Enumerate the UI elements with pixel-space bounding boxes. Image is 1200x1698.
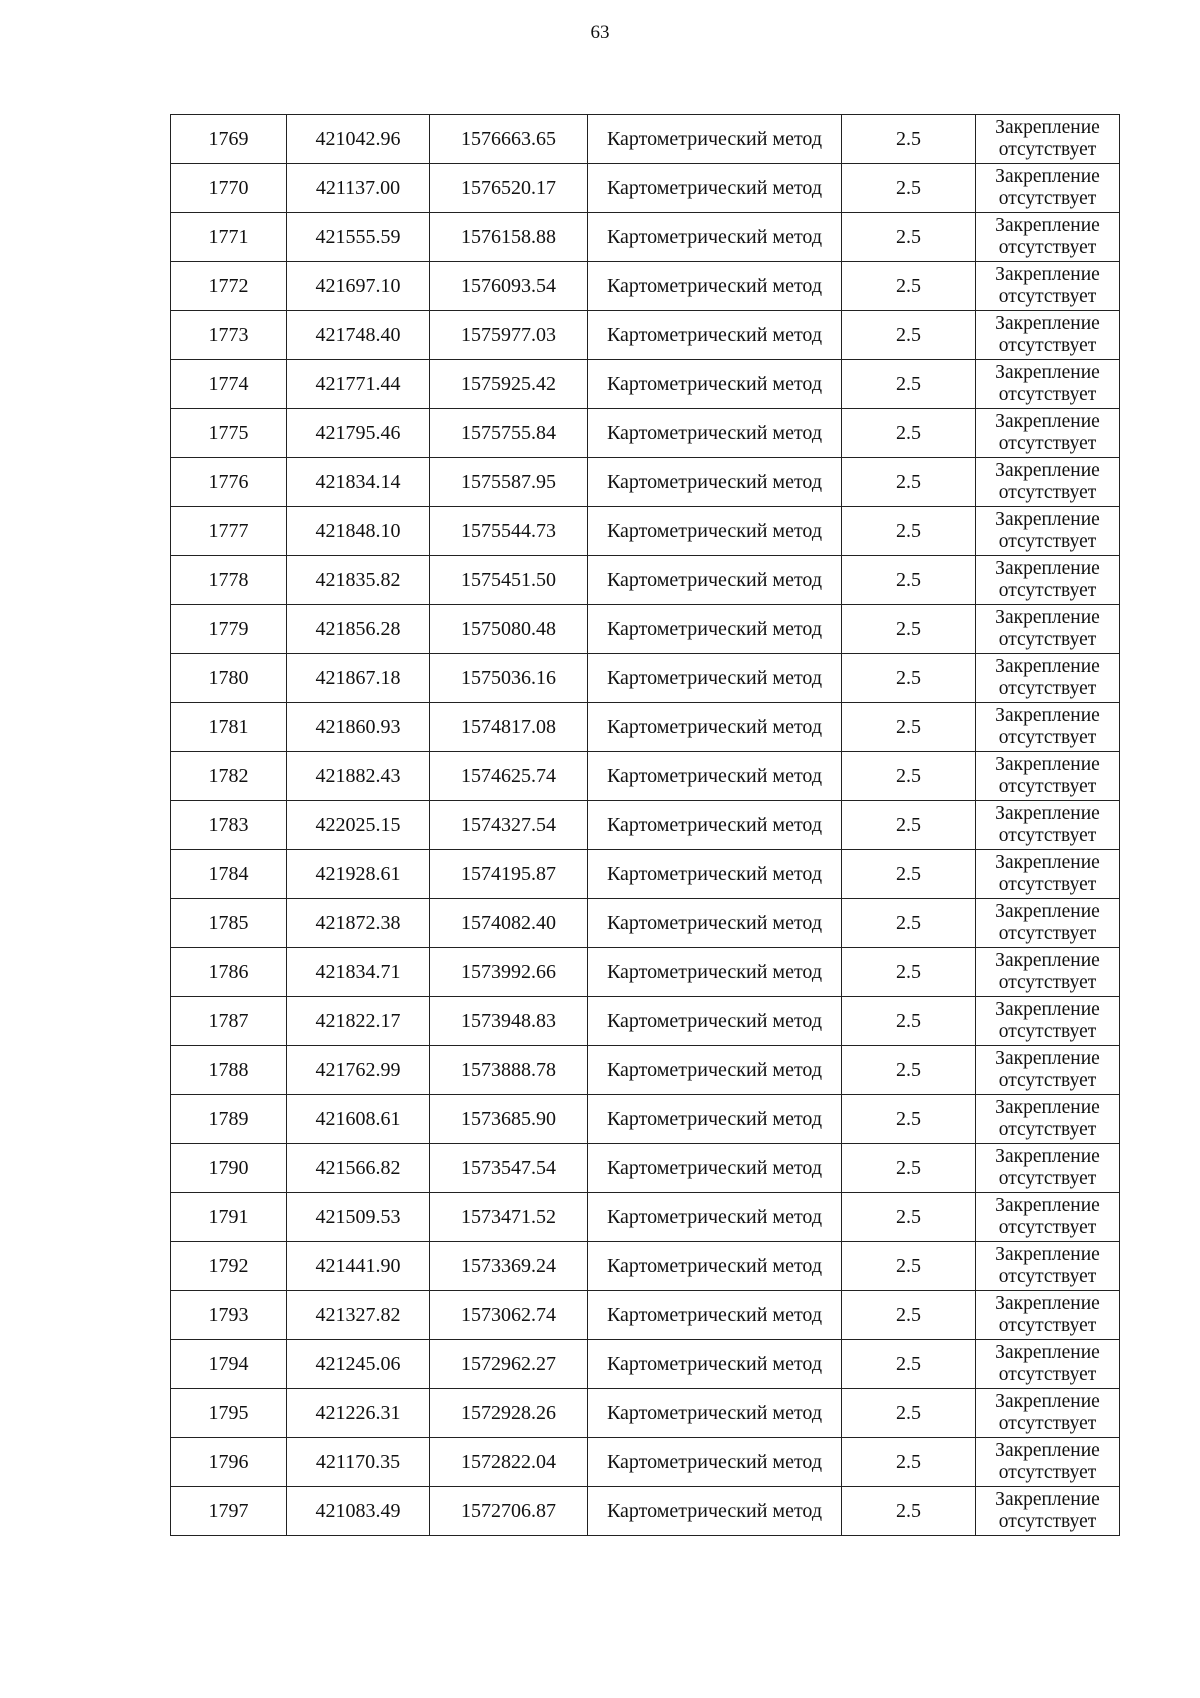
point-number-cell: 1771 [171, 213, 287, 262]
method-cell: Картометрический метод [588, 1095, 842, 1144]
fixing-description-cell: Закрепление отсутствует [976, 458, 1120, 507]
point-number-cell: 1795 [171, 1389, 287, 1438]
table-row [171, 605, 1120, 654]
point-number-cell: 1791 [171, 1193, 287, 1242]
point-number-cell: 1785 [171, 899, 287, 948]
y-coordinate-cell: 1575451.50 [430, 556, 588, 605]
y-coordinate-cell: 1574195.87 [430, 850, 588, 899]
x-coordinate-cell: 421042.96 [287, 115, 430, 164]
fixing-description-cell: Закрепление отсутствует [976, 899, 1120, 948]
table-row [171, 409, 1120, 458]
table-row [171, 1340, 1120, 1389]
x-coordinate-cell: 421170.35 [287, 1438, 430, 1487]
x-coordinate-cell: 421928.61 [287, 850, 430, 899]
accuracy-cell: 2.5 [842, 1291, 976, 1340]
x-coordinate-cell: 421848.10 [287, 507, 430, 556]
point-number-cell: 1778 [171, 556, 287, 605]
page-number: 63 [590, 22, 610, 43]
point-number-cell: 1770 [171, 164, 287, 213]
x-coordinate-cell: 421441.90 [287, 1242, 430, 1291]
point-number-cell: 1793 [171, 1291, 287, 1340]
accuracy-cell: 2.5 [842, 1193, 976, 1242]
point-number-cell: 1796 [171, 1438, 287, 1487]
point-number-cell: 1776 [171, 458, 287, 507]
accuracy-cell: 2.5 [842, 409, 976, 458]
method-cell: Картометрический метод [588, 1438, 842, 1487]
point-number-cell: 1777 [171, 507, 287, 556]
method-cell: Картометрический метод [588, 311, 842, 360]
table-row [171, 507, 1120, 556]
table-row [171, 360, 1120, 409]
coordinates-table [170, 114, 1120, 1536]
y-coordinate-cell: 1576158.88 [430, 213, 588, 262]
point-number-cell: 1773 [171, 311, 287, 360]
x-coordinate-cell: 421697.10 [287, 262, 430, 311]
method-cell: Картометрический метод [588, 556, 842, 605]
fixing-description-cell: Закрепление отсутствует [976, 507, 1120, 556]
y-coordinate-cell: 1576093.54 [430, 262, 588, 311]
accuracy-cell: 2.5 [842, 1389, 976, 1438]
table-row [171, 458, 1120, 507]
point-number-cell: 1787 [171, 997, 287, 1046]
table-row [171, 1242, 1120, 1291]
method-cell: Картометрический метод [588, 213, 842, 262]
point-number-cell: 1780 [171, 654, 287, 703]
accuracy-cell: 2.5 [842, 752, 976, 801]
fixing-description-cell: Закрепление отсутствует [976, 164, 1120, 213]
accuracy-cell: 2.5 [842, 1438, 976, 1487]
accuracy-cell: 2.5 [842, 262, 976, 311]
fixing-description-cell: Закрепление отсутствует [976, 409, 1120, 458]
y-coordinate-cell: 1574817.08 [430, 703, 588, 752]
fixing-description-cell: Закрепление отсутствует [976, 1095, 1120, 1144]
x-coordinate-cell: 421834.71 [287, 948, 430, 997]
table-row [171, 850, 1120, 899]
table-row [171, 899, 1120, 948]
fixing-description-cell: Закрепление отсутствует [976, 654, 1120, 703]
table-row [171, 262, 1120, 311]
y-coordinate-cell: 1575080.48 [430, 605, 588, 654]
fixing-description-cell: Закрепление отсутствует [976, 1487, 1120, 1536]
method-cell: Картометрический метод [588, 409, 842, 458]
fixing-description-cell: Закрепление отсутствует [976, 752, 1120, 801]
x-coordinate-cell: 421882.43 [287, 752, 430, 801]
point-number-cell: 1790 [171, 1144, 287, 1193]
x-coordinate-cell: 421555.59 [287, 213, 430, 262]
method-cell: Картометрический метод [588, 948, 842, 997]
accuracy-cell: 2.5 [842, 556, 976, 605]
method-cell: Картометрический метод [588, 801, 842, 850]
method-cell: Картометрический метод [588, 899, 842, 948]
method-cell: Картометрический метод [588, 1242, 842, 1291]
table-row [171, 1144, 1120, 1193]
x-coordinate-cell: 421860.93 [287, 703, 430, 752]
fixing-description-cell: Закрепление отсутствует [976, 1193, 1120, 1242]
table-row [171, 997, 1120, 1046]
fixing-description-cell: Закрепление отсутствует [976, 703, 1120, 752]
x-coordinate-cell: 421835.82 [287, 556, 430, 605]
point-number-cell: 1792 [171, 1242, 287, 1291]
point-number-cell: 1775 [171, 409, 287, 458]
x-coordinate-cell: 421245.06 [287, 1340, 430, 1389]
y-coordinate-cell: 1576663.65 [430, 115, 588, 164]
x-coordinate-cell: 421083.49 [287, 1487, 430, 1536]
fixing-description-cell: Закрепление отсутствует [976, 801, 1120, 850]
x-coordinate-cell: 421795.46 [287, 409, 430, 458]
y-coordinate-cell: 1573992.66 [430, 948, 588, 997]
x-coordinate-cell: 421566.82 [287, 1144, 430, 1193]
x-coordinate-cell: 421762.99 [287, 1046, 430, 1095]
coordinates-table-body [171, 115, 1120, 1536]
point-number-cell: 1797 [171, 1487, 287, 1536]
fixing-description-cell: Закрепление отсутствует [976, 1242, 1120, 1291]
y-coordinate-cell: 1573471.52 [430, 1193, 588, 1242]
method-cell: Картометрический метод [588, 1046, 842, 1095]
method-cell: Картометрический метод [588, 605, 842, 654]
accuracy-cell: 2.5 [842, 899, 976, 948]
method-cell: Картометрический метод [588, 458, 842, 507]
x-coordinate-cell: 421226.31 [287, 1389, 430, 1438]
y-coordinate-cell: 1572822.04 [430, 1438, 588, 1487]
method-cell: Картометрический метод [588, 752, 842, 801]
table-row [171, 1291, 1120, 1340]
fixing-description-cell: Закрепление отсутствует [976, 311, 1120, 360]
accuracy-cell: 2.5 [842, 850, 976, 899]
point-number-cell: 1782 [171, 752, 287, 801]
y-coordinate-cell: 1575977.03 [430, 311, 588, 360]
accuracy-cell: 2.5 [842, 115, 976, 164]
method-cell: Картометрический метод [588, 262, 842, 311]
fixing-description-cell: Закрепление отсутствует [976, 1046, 1120, 1095]
point-number-cell: 1772 [171, 262, 287, 311]
method-cell: Картометрический метод [588, 1340, 842, 1389]
method-cell: Картометрический метод [588, 703, 842, 752]
method-cell: Картометрический метод [588, 1193, 842, 1242]
accuracy-cell: 2.5 [842, 507, 976, 556]
point-number-cell: 1774 [171, 360, 287, 409]
accuracy-cell: 2.5 [842, 1340, 976, 1389]
method-cell: Картометрический метод [588, 507, 842, 556]
method-cell: Картометрический метод [588, 1487, 842, 1536]
accuracy-cell: 2.5 [842, 801, 976, 850]
accuracy-cell: 2.5 [842, 703, 976, 752]
point-number-cell: 1789 [171, 1095, 287, 1144]
fixing-description-cell: Закрепление отсутствует [976, 1144, 1120, 1193]
y-coordinate-cell: 1576520.17 [430, 164, 588, 213]
x-coordinate-cell: 421327.82 [287, 1291, 430, 1340]
x-coordinate-cell: 421748.40 [287, 311, 430, 360]
method-cell: Картометрический метод [588, 164, 842, 213]
accuracy-cell: 2.5 [842, 311, 976, 360]
y-coordinate-cell: 1572962.27 [430, 1340, 588, 1389]
method-cell: Картометрический метод [588, 360, 842, 409]
point-number-cell: 1784 [171, 850, 287, 899]
x-coordinate-cell: 421867.18 [287, 654, 430, 703]
x-coordinate-cell: 421872.38 [287, 899, 430, 948]
method-cell: Картометрический метод [588, 654, 842, 703]
accuracy-cell: 2.5 [842, 164, 976, 213]
y-coordinate-cell: 1573062.74 [430, 1291, 588, 1340]
table-row [171, 213, 1120, 262]
accuracy-cell: 2.5 [842, 1095, 976, 1144]
y-coordinate-cell: 1575036.16 [430, 654, 588, 703]
fixing-description-cell: Закрепление отсутствует [976, 850, 1120, 899]
table-row [171, 1095, 1120, 1144]
method-cell: Картометрический метод [588, 115, 842, 164]
x-coordinate-cell: 421608.61 [287, 1095, 430, 1144]
table-row [171, 1487, 1120, 1536]
point-number-cell: 1788 [171, 1046, 287, 1095]
y-coordinate-cell: 1575544.73 [430, 507, 588, 556]
method-cell: Картометрический метод [588, 1291, 842, 1340]
fixing-description-cell: Закрепление отсутствует [976, 1389, 1120, 1438]
y-coordinate-cell: 1573888.78 [430, 1046, 588, 1095]
fixing-description-cell: Закрепление отсутствует [976, 1340, 1120, 1389]
y-coordinate-cell: 1572928.26 [430, 1389, 588, 1438]
accuracy-cell: 2.5 [842, 1046, 976, 1095]
point-number-cell: 1783 [171, 801, 287, 850]
accuracy-cell: 2.5 [842, 654, 976, 703]
y-coordinate-cell: 1572706.87 [430, 1487, 588, 1536]
method-cell: Картометрический метод [588, 997, 842, 1046]
method-cell: Картометрический метод [588, 1144, 842, 1193]
table-row [171, 1193, 1120, 1242]
table-row [171, 752, 1120, 801]
accuracy-cell: 2.5 [842, 1487, 976, 1536]
accuracy-cell: 2.5 [842, 213, 976, 262]
x-coordinate-cell: 421509.53 [287, 1193, 430, 1242]
fixing-description-cell: Закрепление отсутствует [976, 262, 1120, 311]
x-coordinate-cell: 421834.14 [287, 458, 430, 507]
table-row [171, 703, 1120, 752]
table-row [171, 115, 1120, 164]
table-row [171, 1438, 1120, 1487]
accuracy-cell: 2.5 [842, 458, 976, 507]
x-coordinate-cell: 421856.28 [287, 605, 430, 654]
point-number-cell: 1794 [171, 1340, 287, 1389]
accuracy-cell: 2.5 [842, 948, 976, 997]
accuracy-cell: 2.5 [842, 1144, 976, 1193]
accuracy-cell: 2.5 [842, 605, 976, 654]
fixing-description-cell: Закрепление отсутствует [976, 115, 1120, 164]
accuracy-cell: 2.5 [842, 997, 976, 1046]
table-row [171, 311, 1120, 360]
y-coordinate-cell: 1573369.24 [430, 1242, 588, 1291]
y-coordinate-cell: 1575925.42 [430, 360, 588, 409]
fixing-description-cell: Закрепление отсутствует [976, 213, 1120, 262]
fixing-description-cell: Закрепление отсутствует [976, 1291, 1120, 1340]
y-coordinate-cell: 1573547.54 [430, 1144, 588, 1193]
fixing-description-cell: Закрепление отсутствует [976, 1438, 1120, 1487]
point-number-cell: 1786 [171, 948, 287, 997]
y-coordinate-cell: 1575587.95 [430, 458, 588, 507]
y-coordinate-cell: 1574625.74 [430, 752, 588, 801]
fixing-description-cell: Закрепление отсутствует [976, 605, 1120, 654]
fixing-description-cell: Закрепление отсутствует [976, 997, 1120, 1046]
accuracy-cell: 2.5 [842, 1242, 976, 1291]
y-coordinate-cell: 1574327.54 [430, 801, 588, 850]
point-number-cell: 1781 [171, 703, 287, 752]
method-cell: Картометрический метод [588, 1389, 842, 1438]
method-cell: Картометрический метод [588, 850, 842, 899]
y-coordinate-cell: 1573948.83 [430, 997, 588, 1046]
fixing-description-cell: Закрепление отсутствует [976, 948, 1120, 997]
table-row [171, 1389, 1120, 1438]
x-coordinate-cell: 421771.44 [287, 360, 430, 409]
x-coordinate-cell: 421822.17 [287, 997, 430, 1046]
fixing-description-cell: Закрепление отсутствует [976, 556, 1120, 605]
table-row [171, 948, 1120, 997]
table-row [171, 801, 1120, 850]
y-coordinate-cell: 1575755.84 [430, 409, 588, 458]
point-number-cell: 1769 [171, 115, 287, 164]
table-row [171, 556, 1120, 605]
table-row [171, 654, 1120, 703]
x-coordinate-cell: 421137.00 [287, 164, 430, 213]
y-coordinate-cell: 1573685.90 [430, 1095, 588, 1144]
fixing-description-cell: Закрепление отсутствует [976, 360, 1120, 409]
accuracy-cell: 2.5 [842, 360, 976, 409]
x-coordinate-cell: 422025.15 [287, 801, 430, 850]
point-number-cell: 1779 [171, 605, 287, 654]
table-row [171, 164, 1120, 213]
table-row [171, 1046, 1120, 1095]
y-coordinate-cell: 1574082.40 [430, 899, 588, 948]
